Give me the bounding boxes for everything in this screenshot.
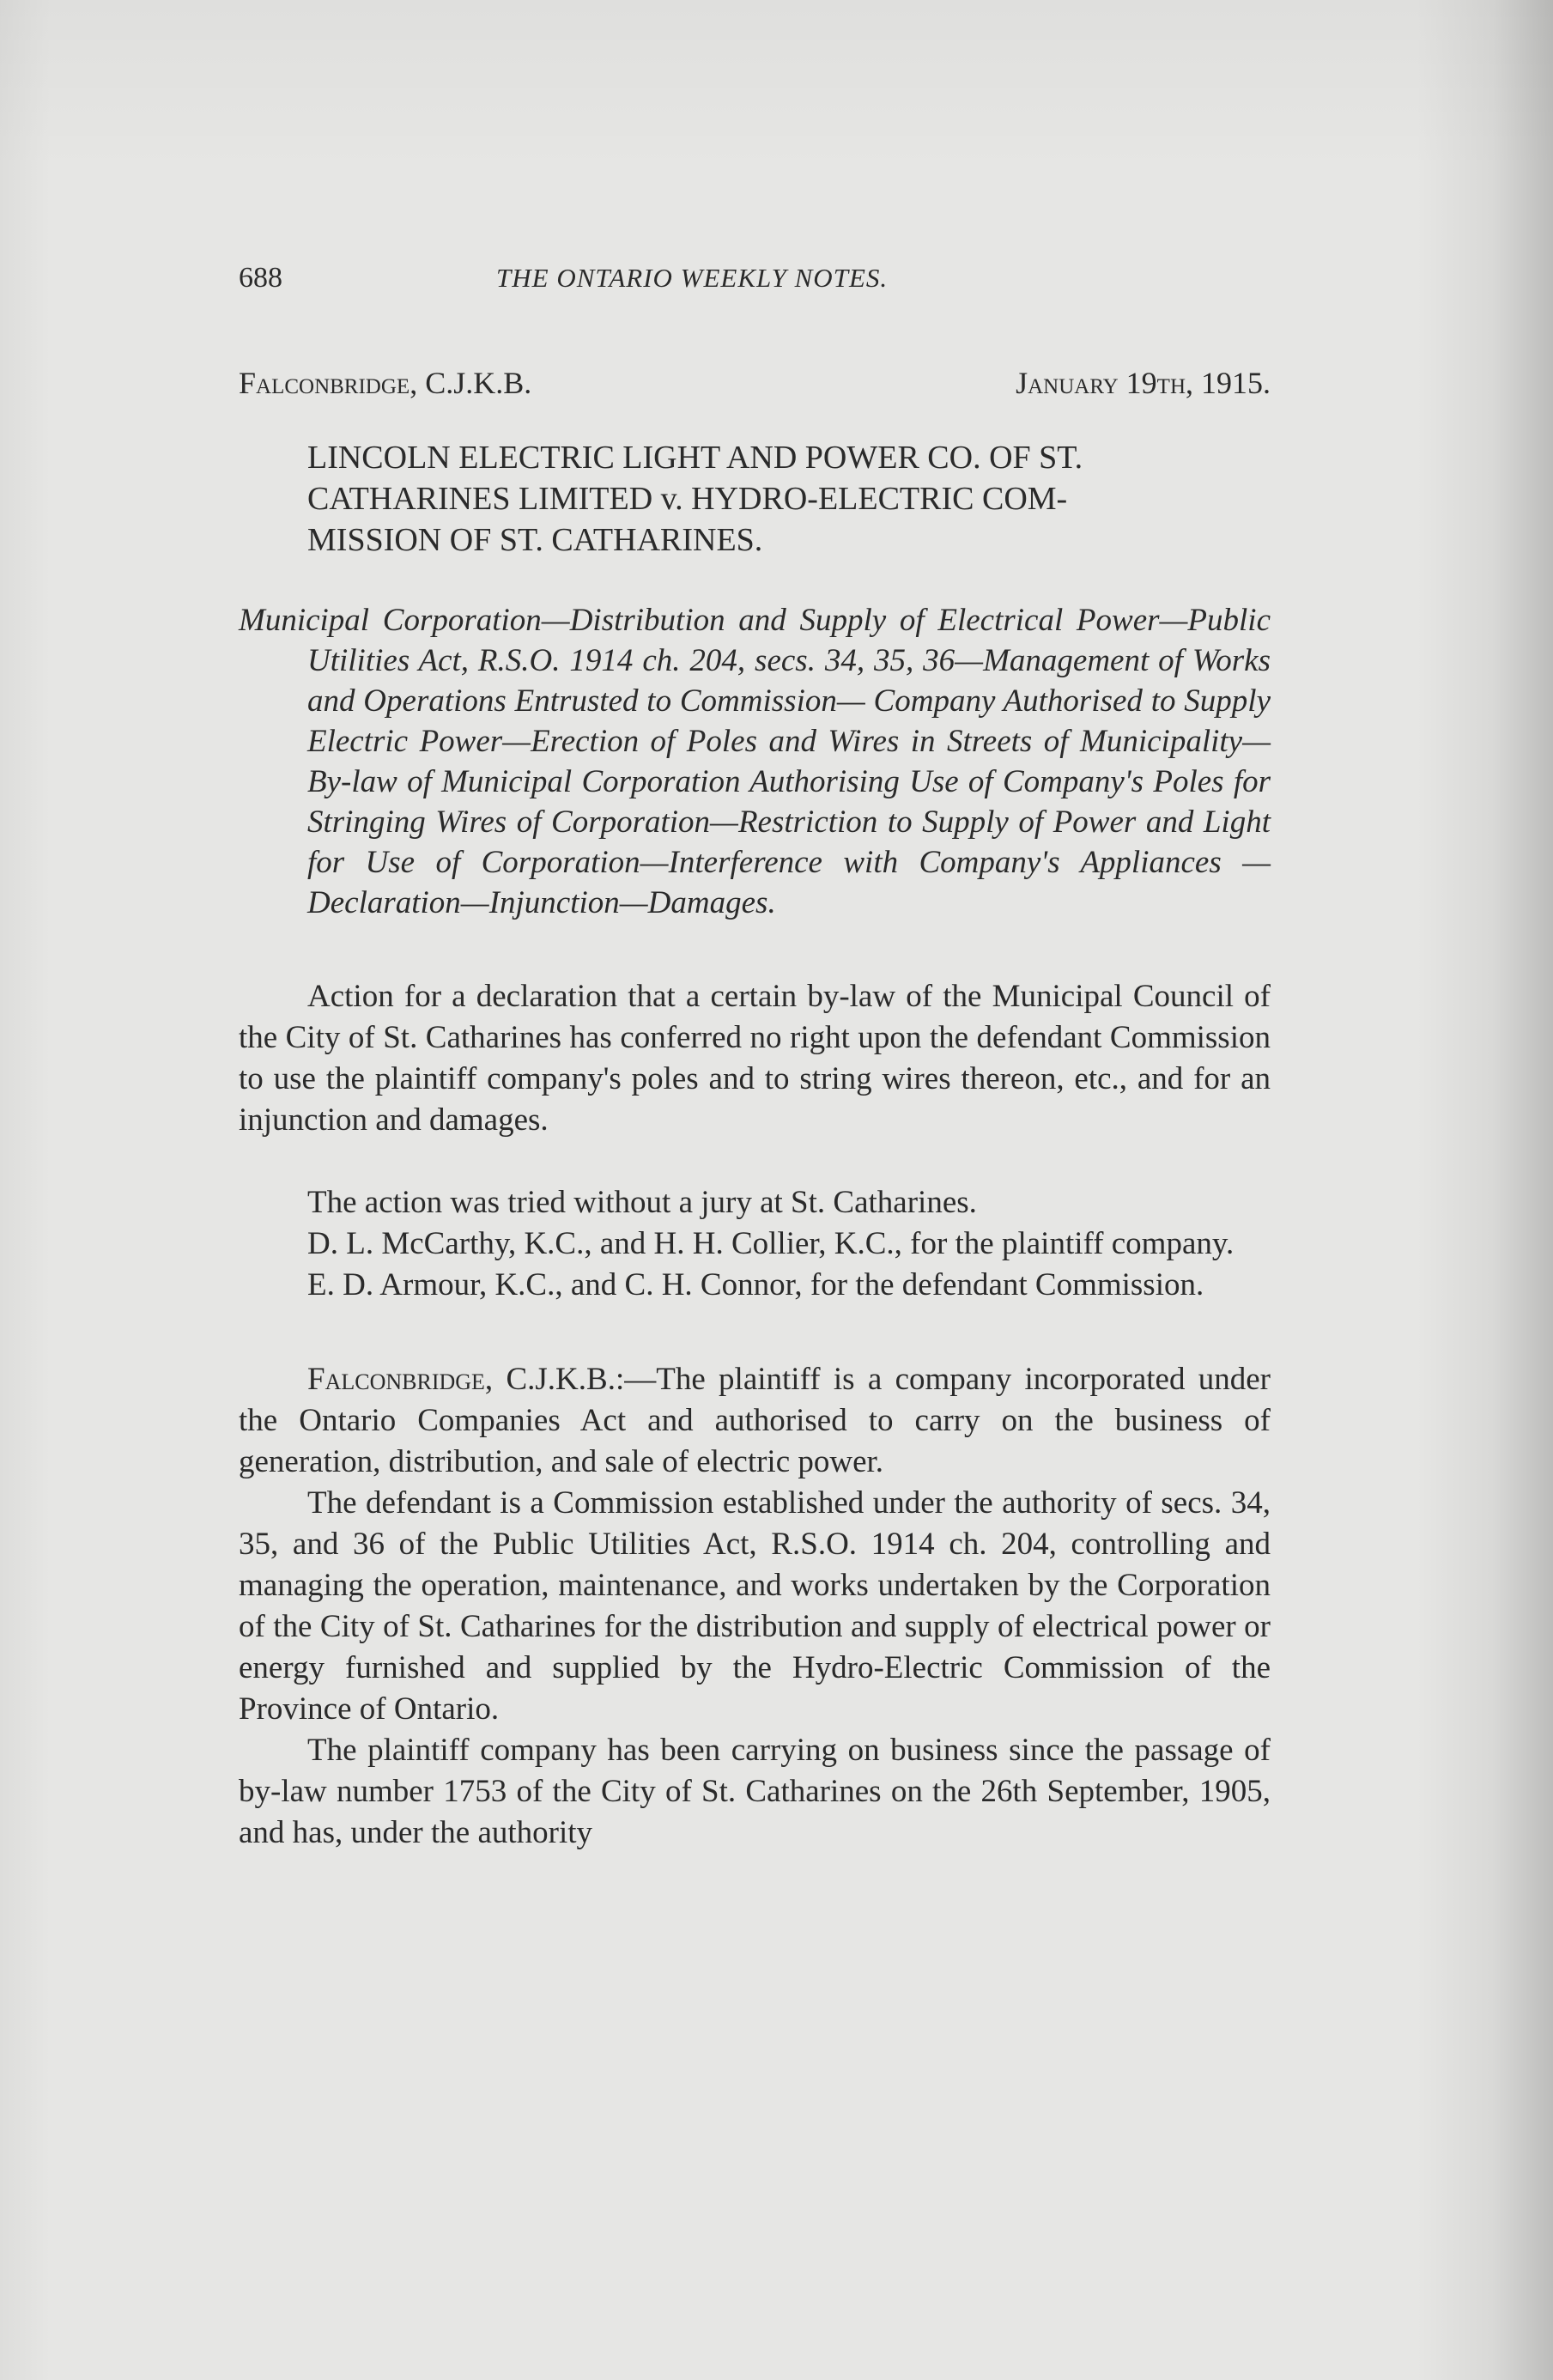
headnote: Municipal Corporation—Distribution and Supply of Electrical Power—Public Utilities Act, R.S.O. 1914 ch. 204, secs. 34, 35, 36—Management of Works and Operations Entrusted to Commission— Company Authorised to Supply Electric Power—Erection of Poles and Wires in Streets of Municipality—By-law of Municipal Corporation Authorising Use of Company's Poles for Stringing Wires of Corporation—Restriction to Supply of Power and Light for Use of Corporation—Interference with Company's Appliances — Declaration—Injunction—Damages.: [239, 603, 1271, 920]
case-date-year: , 1915.: [1186, 366, 1271, 400]
case-date-month: January 19th: [1016, 366, 1186, 400]
case-title: [239, 437, 1271, 561]
defendant-paragraph: The defendant is a Commission established under the authority of secs. 34, 35, and 36 of the Public Utilities Act, R.S.O. 1914 ch. 204, controlling and managing the operation, maintenance, and works undertaken by the Corporation of the City of St. Catharines for the distribution and supply of electrical power or energy furnished and supplied by the Hydro-Electric Commission of the Province of Ontario.: [239, 1485, 1271, 1727]
action-paragraph: Action for a declaration that a certain by-law of the Municipal Council of the City of St. Catharines has conferred no right upon the defendant Commission to use the plaintiff company's poles and to string wires thereon, etc., and for an injunction and damages.: [239, 979, 1271, 1138]
case-title-line: MISSION OF ST. CATHARINES.: [307, 522, 763, 558]
page-number: 688: [239, 262, 282, 294]
judgment-opening: [239, 1359, 1271, 1483]
plaintiff-paragraph: The plaintiff company has been carrying on business since the passage of by-law number 1753 of the City of St. Catharines on the 26th September, 1905, and has, under the authority: [239, 1733, 1271, 1850]
case-title-line: CATHARINES LIMITED v. HYDRO-ELECTRIC COM-: [307, 481, 1068, 517]
running-head: [239, 259, 1271, 297]
case-line: [239, 362, 1271, 404]
plaintiff-counsel: D. L. McCarthy, K.C., and H. H. Collier, K.C., for the plaintiff company.: [307, 1226, 1235, 1261]
judge-attribution: [239, 362, 531, 404]
judgment-opening-text: , C.J.K.B.:—The plaintiff is a company incorporated under the Ontario Companies Act and authorised to carry on the business of generation, distribution, and sale of electric power.: [239, 1362, 1271, 1479]
page-content: [239, 259, 1271, 1854]
journal-title: THE ONTARIO WEEKLY NOTES.: [496, 263, 889, 293]
case-title-line: LINCOLN ELECTRIC LIGHT AND POWER CO. OF ST.: [307, 440, 1083, 476]
judgment-judge: Falconbridge: [307, 1362, 485, 1397]
judge-title: , C.J.K.B.: [409, 366, 532, 400]
case-date: [1016, 362, 1271, 404]
trial-paragraph: The action was tried without a jury at St. Catharines.: [307, 1185, 977, 1220]
judge-name: Falconbridge: [239, 366, 410, 400]
defendant-counsel: E. D. Armour, K.C., and C. H. Connor, for the defendant Commission.: [307, 1267, 1204, 1302]
